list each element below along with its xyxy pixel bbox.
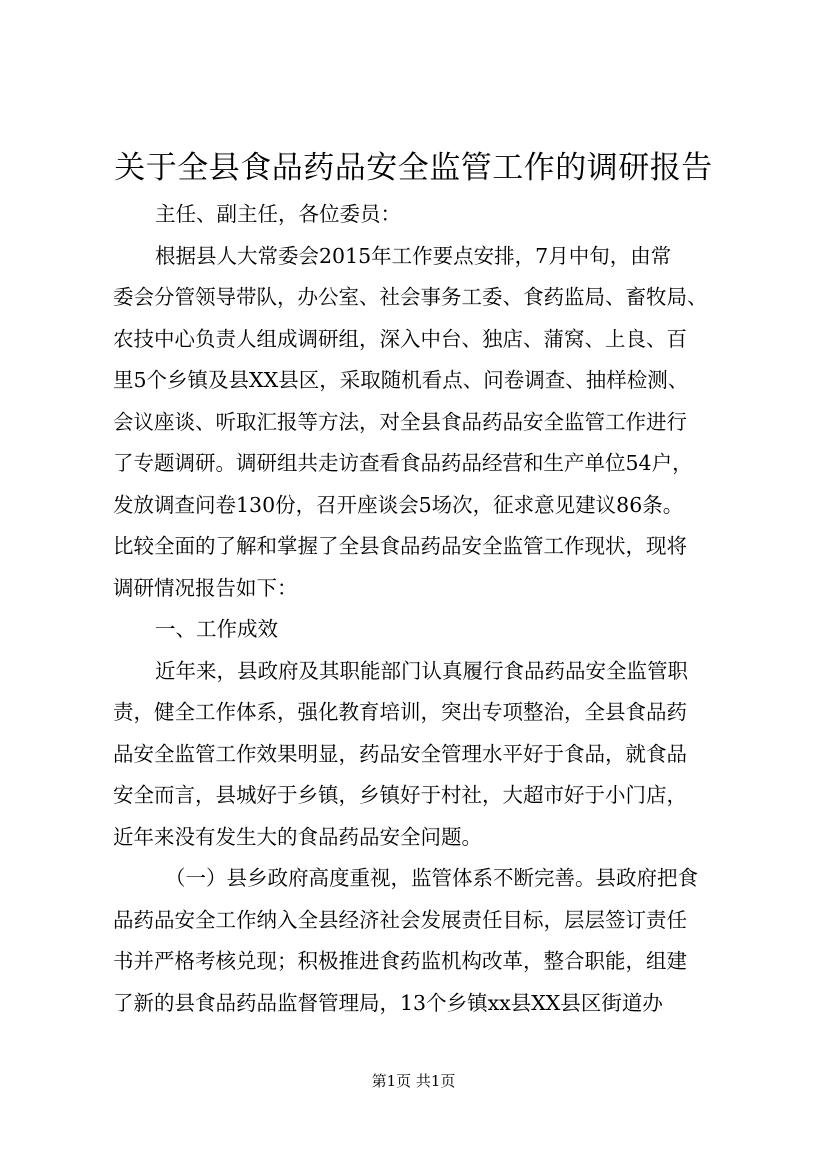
body-line: 品药品安全工作纳入全县经济社会发展责任目标，层层签订责任	[113, 907, 687, 932]
body-line: （一）县乡政府高度重视，监管体系不断完善。县政府把食	[165, 866, 698, 890]
body-line: 发放调查问卷130份，召开座谈会5场次，征求意见建议86条。	[113, 492, 684, 517]
body-line: 品安全监管工作效果明显，药品安全管理水平好于食品，就食品	[113, 741, 687, 766]
body-line: 了专题调研。调研组共走访查看食品药品经营和生产单位54户，	[113, 451, 693, 475]
body-line: 农技中心负责人组成调研组，深入中台、独店、蒲窝、上良、百	[113, 326, 687, 351]
body-line: 会议座谈、听取汇报等方法，对全县食品药品安全监管工作进行	[113, 409, 687, 434]
body-line: 近年来没有发生大的食品药品安全问题。	[113, 824, 482, 849]
body-line: 安全而言，县城好于乡镇，乡镇好于村社，大超市好于小门店，	[113, 783, 687, 807]
page-footer: 第1页 共1页	[371, 1072, 456, 1090]
body-line: 书并严格考核兑现；积极推进食药监机构改革，整合职能，组建	[113, 949, 687, 973]
document-body	[113, 194, 735, 1024]
body-line: 了新的县食品药品监督管理局，13个乡镇xx县XX县区街道办	[113, 990, 663, 1015]
document-title: 关于全县食品药品安全监管工作的调研报告	[114, 150, 713, 186]
body-line: 里5个乡镇及县XX县区，采取随机看点、问卷调查、抽样检测、	[113, 368, 689, 392]
body-line: 一、工作成效	[155, 617, 278, 641]
body-line: 委会分管领导带队，办公室、社会事务工委、食药监局、畜牧局、	[113, 285, 708, 309]
body-line: 调研情况报告如下：	[113, 575, 298, 600]
body-line: 责，健全工作体系，强化教育培训，突出专项整治，全县食品药	[113, 700, 687, 724]
body-line: 近年来，县政府及其职能部门认真履行食品药品安全监管职	[155, 658, 688, 683]
body-line: 根据县人大常委会2015年工作要点安排，7月中旬，由常	[155, 243, 672, 268]
body-line: 主任、副主任，各位委员：	[155, 202, 401, 226]
body-line: 比较全面的了解和掌握了全县食品药品安全监管工作现状，现将	[113, 534, 687, 558]
